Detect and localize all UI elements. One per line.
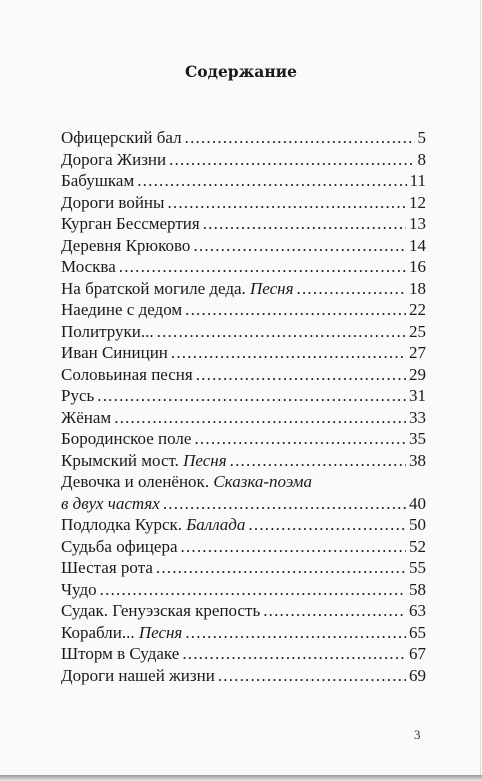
toc-entry-page: 5 [417,128,426,147]
toc-entry [61,665,426,687]
toc-leader-dots [169,149,414,171]
toc-entry-page: 55 [409,558,426,577]
toc-leader-dots [185,299,406,321]
toc-entry-title: Подлодка Курск. Баллада [61,515,246,534]
toc-leader-dots [297,278,406,300]
toc-entry [61,622,426,644]
toc-entry [61,342,426,364]
toc-entry [61,127,426,149]
toc-entry-page: 35 [409,429,426,448]
toc-entry-page: 13 [409,214,426,233]
toc-entry-title: Жёнам [61,407,112,427]
toc-entry-title: Корабли... Песня [61,622,183,642]
toc-leader-dots [203,213,406,235]
toc-entry-page: 33 [409,407,426,427]
toc-entry [61,643,426,665]
toc-entry [61,213,426,235]
toc-entry-title: Бабушкам [61,171,135,190]
toc-entry-title: Девочка и оленёнок. Сказка-поэма [61,472,312,491]
toc-entry-subtitle: Сказка-поэма [213,472,312,491]
toc-entry-page: 38 [409,450,426,470]
toc-leader-dots [100,579,406,601]
toc-leader-dots [263,600,406,622]
page-edge-shadow [0,775,482,781]
toc-leader-dots [167,192,406,214]
toc-entry-title: Судак. Генуэзская крепость [61,601,261,620]
toc-entry-subtitle: Песня [183,450,227,470]
toc-leader-dots [182,643,406,665]
toc-entry-page: 65 [409,622,426,642]
toc-entry-title: Дороги нашей жизни [61,665,215,685]
toc-leader-dots [248,514,406,536]
toc-entry-title: Дорога Жизни [61,149,167,169]
toc-entry [61,407,426,429]
toc-leader-dots [230,450,406,472]
toc-entry [61,385,426,407]
toc-entry-page: 40 [409,493,426,513]
toc-entry-title: Русь [61,386,95,405]
toc-entry-continuation [61,493,426,515]
toc-leader-dots [181,536,407,558]
toc-leader-dots [156,557,406,579]
toc-entry [61,364,426,386]
toc-entry-page: 11 [409,171,426,190]
toc-leader-dots [119,256,406,278]
toc-leader-dots [97,385,406,407]
toc-entry [61,600,426,622]
toc-entry-page: 18 [409,278,426,298]
toc-entry [61,514,426,536]
toc-entry-page: 29 [409,364,426,384]
toc-entry-title: Соловьиная песня [61,364,193,384]
toc-entry-page: 52 [409,536,426,556]
toc-entry-title: Чудо [61,579,97,599]
toc-entry-title: Деревня Крюково [61,235,191,255]
page-title: Содержание [184,62,298,81]
toc-entry [61,192,426,214]
toc-leader-dots [194,428,406,450]
toc-leader-dots [163,493,406,515]
toc-entry [61,256,426,278]
toc-entry-page: 27 [409,343,426,362]
toc-entry-title: Судьба офицера [61,536,178,556]
toc-entry-subtitle: Баллада [186,515,246,534]
toc-entry [61,321,426,343]
toc-entry-subtitle: Песня [138,622,183,642]
toc-entry [61,299,426,321]
toc-entry [61,428,426,450]
toc-entry-title: Дороги войны [61,192,165,212]
toc-entry [61,471,426,493]
toc-entry-page: 67 [409,644,426,663]
page-number: 3 [414,727,421,742]
toc-entry [61,149,426,171]
toc-entry-title: Офицерский бал [61,128,182,147]
toc-entry-title: Бородинское поле [61,429,192,448]
toc-entry-title: Наедине с дедом [61,300,183,319]
toc-entry-title: Курган Бессмертия [61,214,200,233]
toc-entry-page: 25 [409,321,426,341]
toc-entry [61,278,426,300]
toc-leader-dots [185,622,406,644]
toc-entry-page: 63 [409,601,426,620]
toc-leader-dots [196,364,406,386]
toc-entry-page: 14 [409,235,426,255]
toc-entry [61,557,426,579]
toc-entry-title: Москва [61,257,116,276]
toc-entry-page: 22 [409,300,426,319]
toc-entry-page: 16 [409,257,426,276]
toc-entry-page: 69 [409,665,426,685]
toc-entry-page: 50 [409,515,426,534]
toc-leader-dots [218,665,406,687]
toc-entry-title: Иван Синицин [61,343,168,362]
toc-entry-title: Крымский мост. Песня [61,450,227,470]
toc-entry-continuation-text: в двух частях [61,493,160,513]
toc-entry [61,536,426,558]
toc-leader-dots [185,127,415,149]
toc-entry-title: Политруки... [61,321,154,341]
toc-entry-page: 58 [409,579,426,599]
toc-entry [61,235,426,257]
toc-entry [61,170,426,192]
toc-entry-page: 8 [417,149,426,169]
toc-leader-dots [114,407,406,429]
toc-leader-dots [137,170,406,192]
toc-entry [61,450,426,472]
toc-entry-page: 31 [409,386,426,405]
toc-entry-title: Шестая рота [61,558,153,577]
table-of-contents [61,127,426,686]
toc-leader-dots [157,321,406,343]
toc-entry-page: 12 [409,192,426,212]
toc-entry-title: Шторм в Судаке [61,644,180,663]
toc-entry-subtitle: Песня [250,278,294,298]
toc-leader-dots [171,342,406,364]
toc-leader-dots [193,235,406,257]
toc-entry [61,579,426,601]
toc-entry-title: На братской могиле деда. Песня [61,278,294,298]
